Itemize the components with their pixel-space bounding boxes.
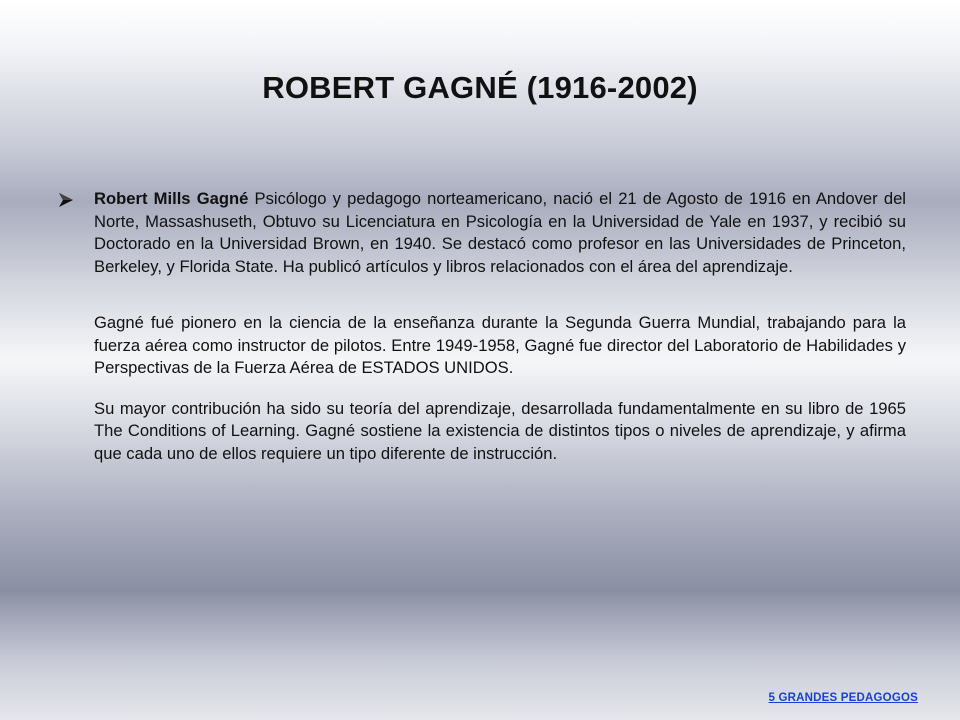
bullet-item [58,188,906,278]
paragraph-career: Gagné fué pionero en la ciencia de la enseñanza durante la Segunda Guerra Mundial, trabajando para la fuerza aérea como instructor de pilotos. Entre 1949-1958, Gagné fue director del Laboratorio de Habilidades y Perspectivas de la Fuerza Aérea de ESTADOS UNIDOS. [94,313,906,377]
paragraph-theory: Su mayor contribución ha sido su teoría del aprendizaje, desarrollada fundamentalmente en su libro de 1965 The Conditions of Learning. Gagné sostiene la existencia de distintos tipos o niveles de aprendizaje, y afirma que cada uno de ellos requiere un tipo diferente de instrucción. [94,398,906,463]
bullet-text: Psicólogo y pedagogo norteamericano, nació el 21 de Agosto de 1916 en Andover del Norte, Massashuseth, Obtuvo su Licenciatura en Psicología en la Universidad de Yale en 1937, y recibió su Doctorado en la Universidad Brown, en 1940. Se destacó como profesor en las Universidades de Princeton, Berkeley, y Florida State. Ha publicó artículos y libros relacionados con el área del aprendizaje. [94,189,906,276]
person-name: Robert Mills Gagné [94,189,249,208]
footer-link-5-grandes-pedagogos[interactable]: 5 GRANDES PEDAGOGOS [768,692,918,704]
slide-title: ROBERT GAGNÉ (1916-2002) [262,70,698,105]
arrow-bullet-icon [58,192,74,208]
slide-content [58,188,906,465]
